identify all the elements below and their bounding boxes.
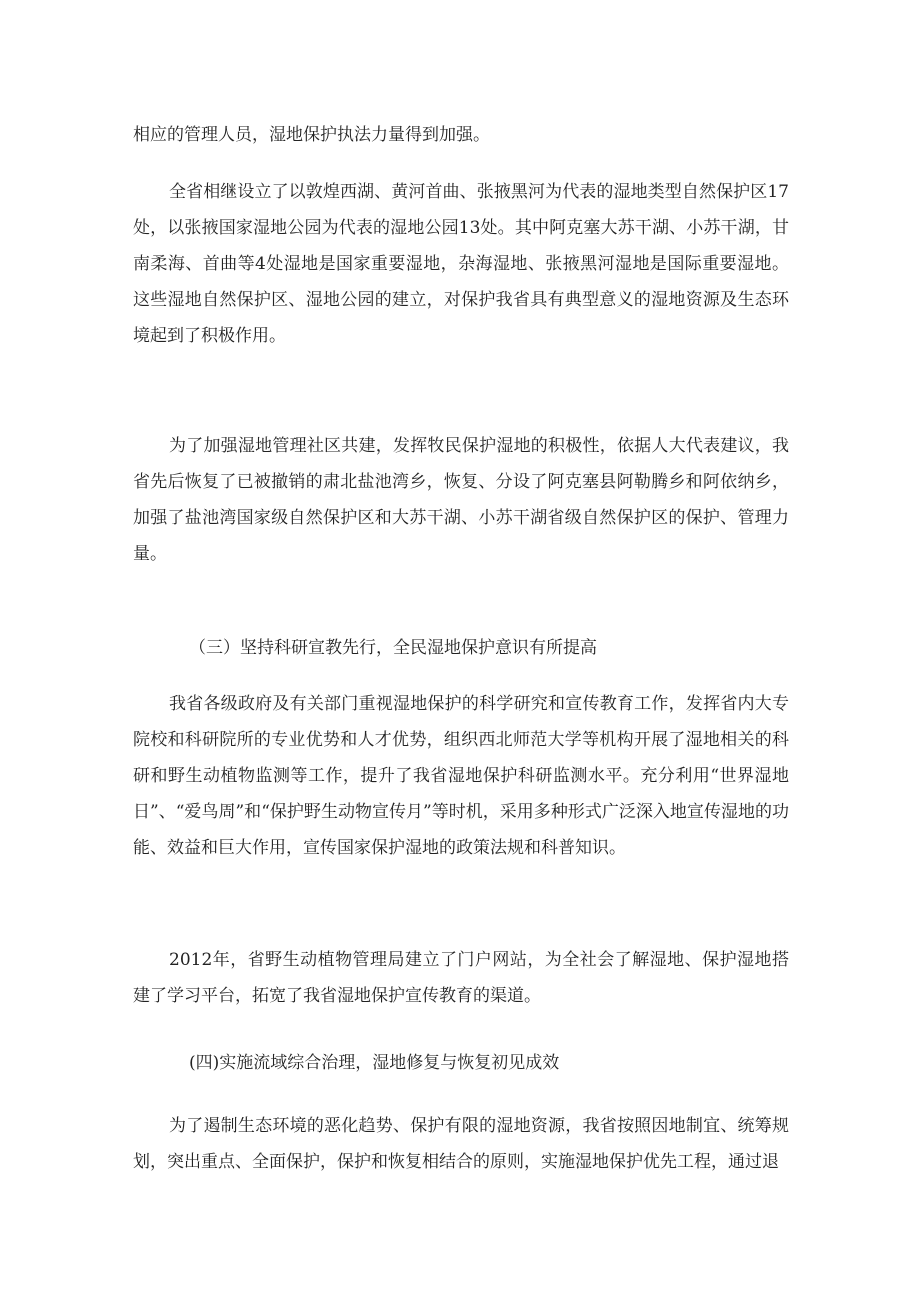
paragraph-research-education: 我省各级政府及有关部门重视湿地保护的科学研究和宣传教育工作，发挥省内大专院校和科研院所的专业优势和人才优势，组织西北师范大学等机构开展了湿地相关的科研和野生动植物监测等工作，提升了我省湿地保护科研监测水平。充分利用“世界湿地日”、“爱鸟周”和“保护野生动物宣传月”等时机，采用多种形式广泛深入地宣传湿地的功能、效益和巨大作用，宣传国家保护湿地的政策法规和科普知识。 <box>133 694 789 858</box>
section-heading-4: (四)实施流域综合治理，湿地修复与恢复初见成效 <box>189 1053 560 1073</box>
paragraph-continuation: 相应的管理人员，湿地保护执法力量得到加强。 <box>133 125 490 145</box>
paragraph-community-building: 为了加强湿地管理社区共建，发挥牧民保护湿地的积极性，依据人大代表建议，我省先后恢复了已被撤销的肃北盐池湾乡，恢复、分设了阿克塞县阿勒腾乡和阿依纳乡，加强了盐池湾国家级自然保护区和大苏干湖、小苏干湖省级自然保护区的保护、管理力量。 <box>133 436 789 564</box>
paragraph-nature-reserves: 全省相继设立了以敦煌西湖、黄河首曲、张掖黑河为代表的湿地类型自然保护区17处，以张掖国家湿地公园为代表的湿地公园13处。其中阿克塞大苏干湖、小苏干湖，甘南柔海、首曲等4处湿地是国家重要湿地，杂海湿地、张掖黑河湿地是国际重要湿地。这些湿地自然保护区、湿地公园的建立，对保护我省具有典型意义的湿地资源及生态环境起到了积极作用。 <box>133 182 789 346</box>
section-heading-3: （三）坚持科研宣教先行，全民湿地保护意识有所提高 <box>189 638 597 658</box>
paragraph-restoration: 为了遏制生态环境的恶化趋势、保护有限的湿地资源，我省按照因地制宜、统筹规划，突出重点、全面保护，保护和恢复相结合的原则，实施湿地保护优先工程，通过退 <box>133 1116 789 1172</box>
paragraph-website: 2012年，省野生动植物管理局建立了门户网站，为全社会了解湿地、保护湿地搭建了学习平台，拓宽了我省湿地保护宣传教育的渠道。 <box>133 950 789 1006</box>
